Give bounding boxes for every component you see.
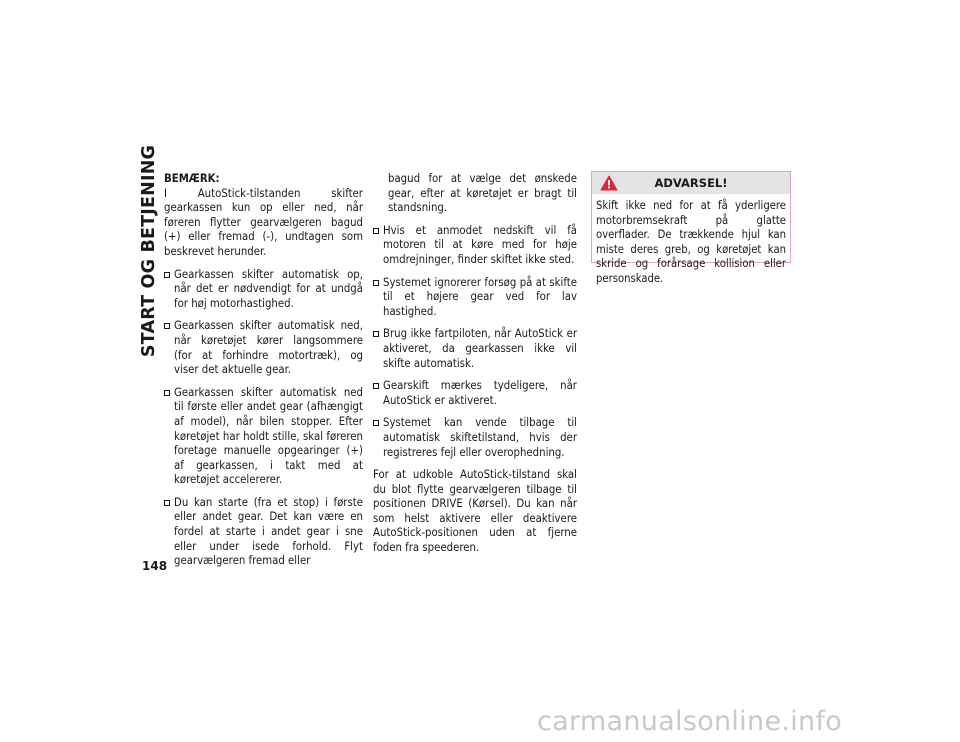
list-item <box>373 379 577 408</box>
checkbox-bullet-icon <box>373 280 379 286</box>
column-middle <box>373 172 577 564</box>
list-item <box>373 416 577 460</box>
checkbox-bullet-icon <box>373 331 379 337</box>
checkbox-bullet-icon <box>373 383 379 389</box>
list-item-text: Systemet ignorerer forsøg på at skifte til et højere gear ved for lav hastighed. <box>383 275 577 318</box>
list-item-text: Gearkassen skifter automatisk ned til første eller andet gear (afhængigt af model), når bilen stopper. Efter køretøjet har holdt stille, skal føreren foretage manuelle opgearinger (+) af gearkassen, i takt med at køretøjet accelererer. <box>174 385 363 487</box>
checkbox-bullet-icon <box>373 420 379 426</box>
list-item <box>164 496 363 569</box>
checkbox-bullet-icon <box>164 500 170 506</box>
list-item-text: Gearkassen skifter automatisk ned, når køretøjet kører langsommere (for at forhindre motortræk), og viser det aktuelle gear. <box>174 319 363 377</box>
list-item <box>164 268 363 312</box>
watermark: carmanualsonline.info <box>537 706 843 737</box>
list-item <box>373 276 577 320</box>
checkbox-bullet-icon <box>164 272 170 278</box>
list-item-text: Du kan starte (fra et stop) i første eller andet gear. Det kan være en fordel at starte i andet gear i sne eller under isede forhold. Flyt gearvælgeren fremad eller <box>174 495 363 568</box>
checkbox-bullet-icon <box>373 228 379 234</box>
warning-box <box>591 171 791 285</box>
list-item <box>373 327 577 371</box>
page-number: 148 <box>142 559 168 573</box>
closing-paragraph: For at udkoble AutoStick-tilstand skal du blot flytte gearvælgeren tilbage til positionen DRIVE (Kørsel). Du kan når som helst aktivere eller deaktivere AutoStick-positionen uden at fjerne foden fra speederen. <box>373 468 577 555</box>
list-item-text: Gearkassen skifter automatisk op, når det er nødvendigt for at undgå for høj motorhastighed. <box>174 267 363 310</box>
list-item-text: Hvis et anmodet nedskift vil få motoren til at køre med for høje omdrejninger, finder skiftet ikke sted. <box>383 223 577 266</box>
warning-triangle-icon <box>600 175 618 191</box>
warning-text: Skift ikke ned for at få yderligere motorbremsekraft på glatte overflader. De trækkende hjul kan miste deres greb, og køretøjet kan skride og forårsage kollision eller personskade. <box>596 199 786 285</box>
warning-header <box>592 172 790 194</box>
column-left <box>164 172 363 577</box>
list-item-text: Gearskift mærkes tydeligere, når AutoStick er aktiveret. <box>383 379 577 407</box>
section-header-text: START OG BETJENING <box>139 144 159 358</box>
checkbox-bullet-icon <box>164 323 170 329</box>
list-item <box>373 224 577 268</box>
list-item-text: Systemet kan vende tilbage til automatisk skiftetilstand, hvis der registreres fejl eller overophedning. <box>383 416 577 459</box>
list-item <box>164 386 363 488</box>
continued-text: bagud for at vælge det ønskede gear, efter at køretøjet er bragt til standsning. <box>388 172 577 215</box>
note-heading: BEMÆRK: <box>164 172 220 185</box>
checkbox-bullet-icon <box>164 390 170 396</box>
warning-title: ADVARSEL! <box>654 176 728 190</box>
note-intro: I AutoStick-tilstanden skifter gearkassen kun op eller ned, når føreren flytter gearvælgeren bagud (+) eller fremad (-), undtagen som beskrevet herunder. <box>164 186 363 258</box>
list-item-text: Brug ikke fartpiloten, når AutoStick er aktiveret, da gearkassen ikke vil skifte automatisk. <box>383 327 577 370</box>
list-item <box>164 319 363 377</box>
section-header <box>137 144 161 358</box>
